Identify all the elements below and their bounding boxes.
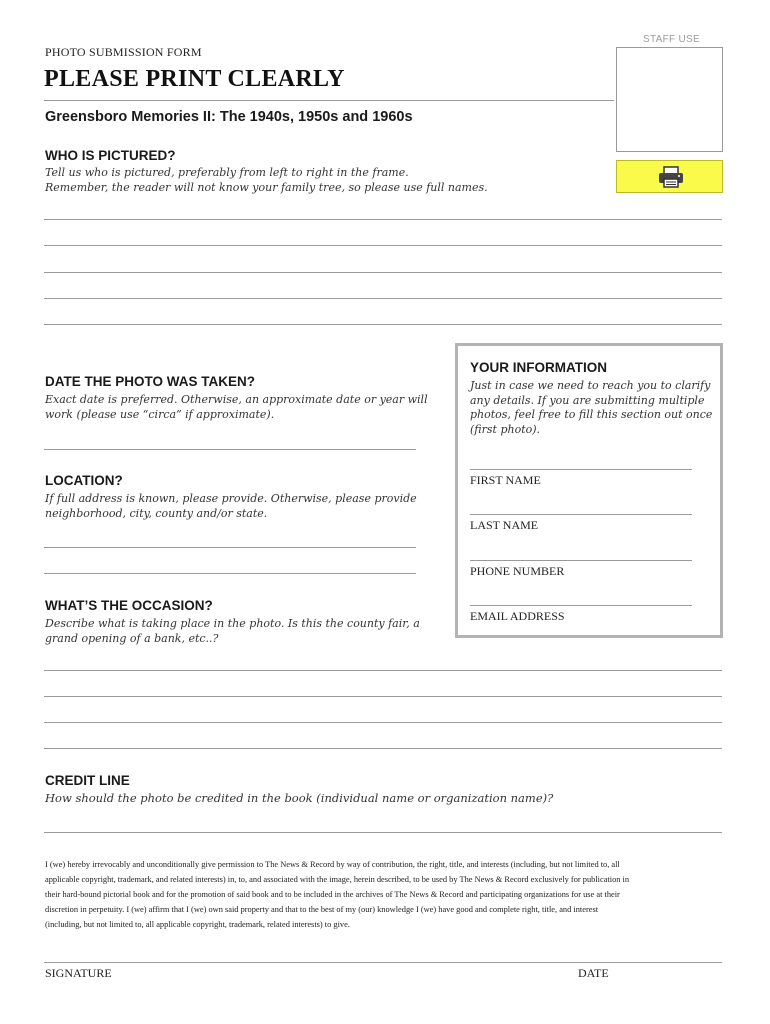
credit-input-line[interactable]	[44, 832, 722, 833]
location-description	[45, 491, 417, 521]
credit-heading: CREDIT LINE	[45, 773, 130, 788]
occasion-heading: WHAT’S THE OCCASION?	[45, 598, 213, 613]
date-desc-line: work (please use “circa” if approximate).	[45, 408, 275, 421]
phone-number-field[interactable]	[470, 560, 692, 561]
legal-text-line: discretion in perpetuity. I (we) affirm that I (we) own said property and that to the best of my (our) knowledge I (we) have good and complete right, title, and interest	[45, 905, 599, 914]
staff-use-label: STAFF USE	[643, 34, 700, 45]
occasion-input-line[interactable]	[44, 722, 722, 723]
date-desc-line: Exact date is preferred. Otherwise, an approximate date or year will	[45, 393, 428, 406]
location-heading: LOCATION?	[45, 473, 123, 488]
occasion-description	[45, 616, 420, 646]
email-address-field[interactable]	[470, 605, 692, 606]
occasion-input-line[interactable]	[44, 748, 722, 749]
who-desc-line: Tell us who is pictured, preferably from left to right in the frame.	[45, 166, 409, 179]
credit-description: How should the photo be credited in the book (individual name or organization name)?	[45, 791, 554, 805]
your-info-desc-line: Just in case we need to reach you to clarify	[470, 379, 711, 392]
legal-text	[45, 857, 725, 932]
occasion-input-line[interactable]	[44, 696, 722, 697]
signature-field[interactable]	[44, 962, 722, 963]
first-name-field[interactable]	[470, 469, 692, 470]
legal-text-line: applicable copyright, trademark, and related interests) in, to, and associated with the image, herein described, to be used by The News & Record exclusively for publication in	[45, 875, 630, 884]
date-heading: DATE THE PHOTO WAS TAKEN?	[45, 374, 256, 389]
who-heading: WHO IS PICTURED?	[45, 148, 176, 163]
first-name-label: FIRST NAME	[470, 473, 541, 487]
your-info-desc-line: photos, feel free to fill this section out once	[470, 408, 713, 421]
date-label: DATE	[578, 966, 609, 980]
location-input-line[interactable]	[44, 547, 416, 548]
date-input-line[interactable]	[44, 449, 416, 450]
who-input-line[interactable]	[44, 272, 722, 273]
your-info-desc-line: (first photo).	[470, 422, 541, 436]
your-info-description	[470, 379, 712, 437]
who-input-line[interactable]	[44, 324, 722, 325]
your-info-heading: YOUR INFORMATION	[470, 360, 607, 375]
who-desc-line: Remember, the reader will not know your family tree, so please use full names.	[45, 181, 488, 194]
last-name-field[interactable]	[470, 514, 692, 515]
page-title: PLEASE PRINT CLEARLY	[44, 66, 345, 92]
who-input-line[interactable]	[44, 298, 722, 299]
title-divider	[44, 100, 614, 101]
who-input-line[interactable]	[44, 245, 722, 246]
legal-text-line: their hard-bound pictorial book and for the promotion of said book and to be included in the archives of The News & Record and participating organizations for use at their	[45, 890, 620, 899]
staff-use-box	[616, 47, 723, 152]
form-label: PHOTO SUBMISSION FORM	[45, 45, 202, 59]
legal-text-line: I (we) hereby irrevocably and unconditionally give permission to The News & Record by way of contribution, the right, title, and interests (including, but not limited to, all	[45, 860, 620, 869]
last-name-label: LAST NAME	[470, 518, 539, 532]
subtitle: Greensboro Memories II: The 1940s, 1950s and 1960s	[45, 109, 413, 125]
occasion-desc-line: grand opening of a bank, etc..?	[45, 632, 219, 645]
legal-text-line: (including, but not limited to, all applicable copyright, trademark, related interests) to give.	[45, 920, 350, 929]
occasion-input-line[interactable]	[44, 670, 722, 671]
occasion-desc-line: Describe what is taking place in the photo. Is this the county fair, a	[45, 617, 420, 630]
printer-icon	[657, 166, 685, 188]
signature-label: SIGNATURE	[45, 966, 112, 980]
your-info-desc-line: any details. If you are submitting multiple	[470, 393, 705, 407]
email-address-label: EMAIL ADDRESS	[470, 609, 565, 623]
date-description	[45, 392, 428, 422]
who-description	[45, 165, 488, 195]
who-input-line[interactable]	[44, 219, 722, 220]
print-button[interactable]	[616, 160, 723, 193]
phone-number-label: PHONE NUMBER	[470, 564, 565, 578]
location-input-line[interactable]	[44, 573, 416, 574]
location-desc-line: If full address is known, please provide. Otherwise, please provide	[45, 492, 417, 505]
location-desc-line: neighborhood, city, county and/or state.	[45, 507, 268, 520]
